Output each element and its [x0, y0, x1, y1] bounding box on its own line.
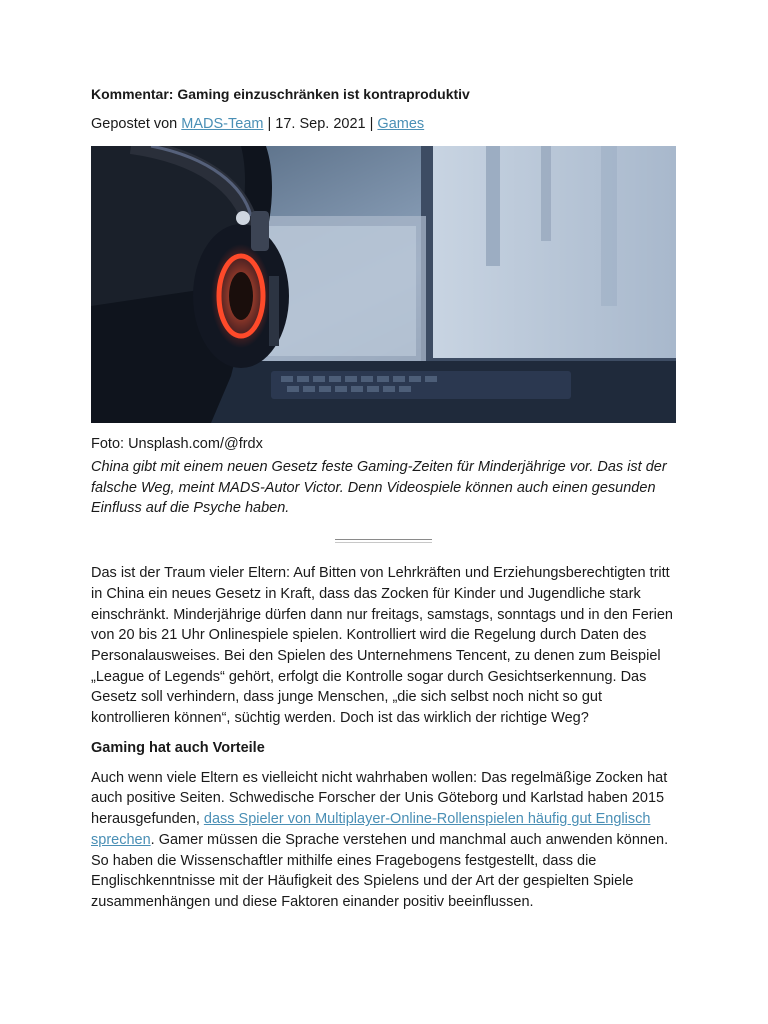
- study-link[interactable]: dass Spieler von Multiplayer-Online-Rollenspielen häufig gut Englisch sprechen: [91, 811, 651, 848]
- image-caption: Foto: Unsplash.com/@frdx: [91, 436, 263, 452]
- paragraph-2-text-end: . Gamer müssen die Sprache verstehen und manchmal auch anwenden können. So haben die Wissenschaftler mithilfe eines Fragebogens festgestellt, dass die Englischkenntnisse mit der Häufigkeit des Spielens und der Art der gespielten Spiele zusammenhängen und diese Faktoren einander positiv beeinflussen.: [91, 831, 669, 910]
- paragraph-2: [91, 768, 677, 913]
- article-image: [91, 146, 676, 423]
- category-link[interactable]: Games: [377, 116, 425, 132]
- section-divider: [335, 539, 432, 543]
- gaming-headset-photo: [91, 146, 676, 423]
- meta-prefix: Gepostet von: [91, 116, 182, 132]
- meta-date: | 17. Sep. 2021 |: [263, 116, 378, 132]
- author-link[interactable]: MADS-Team: [181, 116, 264, 132]
- article-lead: China gibt mit einem neuen Gesetz feste Gaming-Zeiten für Minderjährige vor. Das ist der falsche Weg, meint MADS-Autor Victor. Denn Videospiele können auch einen gesunden Einfluss auf die Psyche haben.: [91, 459, 667, 517]
- subheading: Gaming hat auch Vorteile: [91, 739, 265, 756]
- article: [91, 84, 677, 922]
- paragraph-1: Das ist der Traum vieler Eltern: Auf Bitten von Lehrkräften und Erziehungsberechtigten tritt in China ein neues Gesetz in Kraft, dass das Zocken für Kinder und Jugendliche stark einschränkt. Minderjährige dürfen dann nur freitags, samstags, sonntags und in den Ferien von 20 bis 21 Uhr Onlinespiele spielen. Kontrolliert wird die Regelung durch Daten des Personalausweises. Bei den Spielen des Unternehmens Tencent, zu denen zum Beispiel „League of Legends“ gehört, erfolgt die Kontrolle sogar durch Gesichtserkennung. Das Gesetz soll verhindern, dass junge Menschen, „die sich selbst noch nicht so gut kontrollieren können“, süchtig werden. Doch ist das wirklich der richtige Weg?: [91, 565, 673, 727]
- article-meta: [91, 114, 677, 134]
- paragraph-2-text: Auch wenn viele Eltern es vielleicht nicht wahrhaben wollen: Das regelmäßige Zocken hat auch positive Seiten. Schwedische Forscher der Unis Göteborg und Karlstad haben 2015 herausgefunden,: [91, 769, 668, 828]
- article-title: Kommentar: Gaming einzuschränken ist kontraproduktiv: [91, 86, 470, 102]
